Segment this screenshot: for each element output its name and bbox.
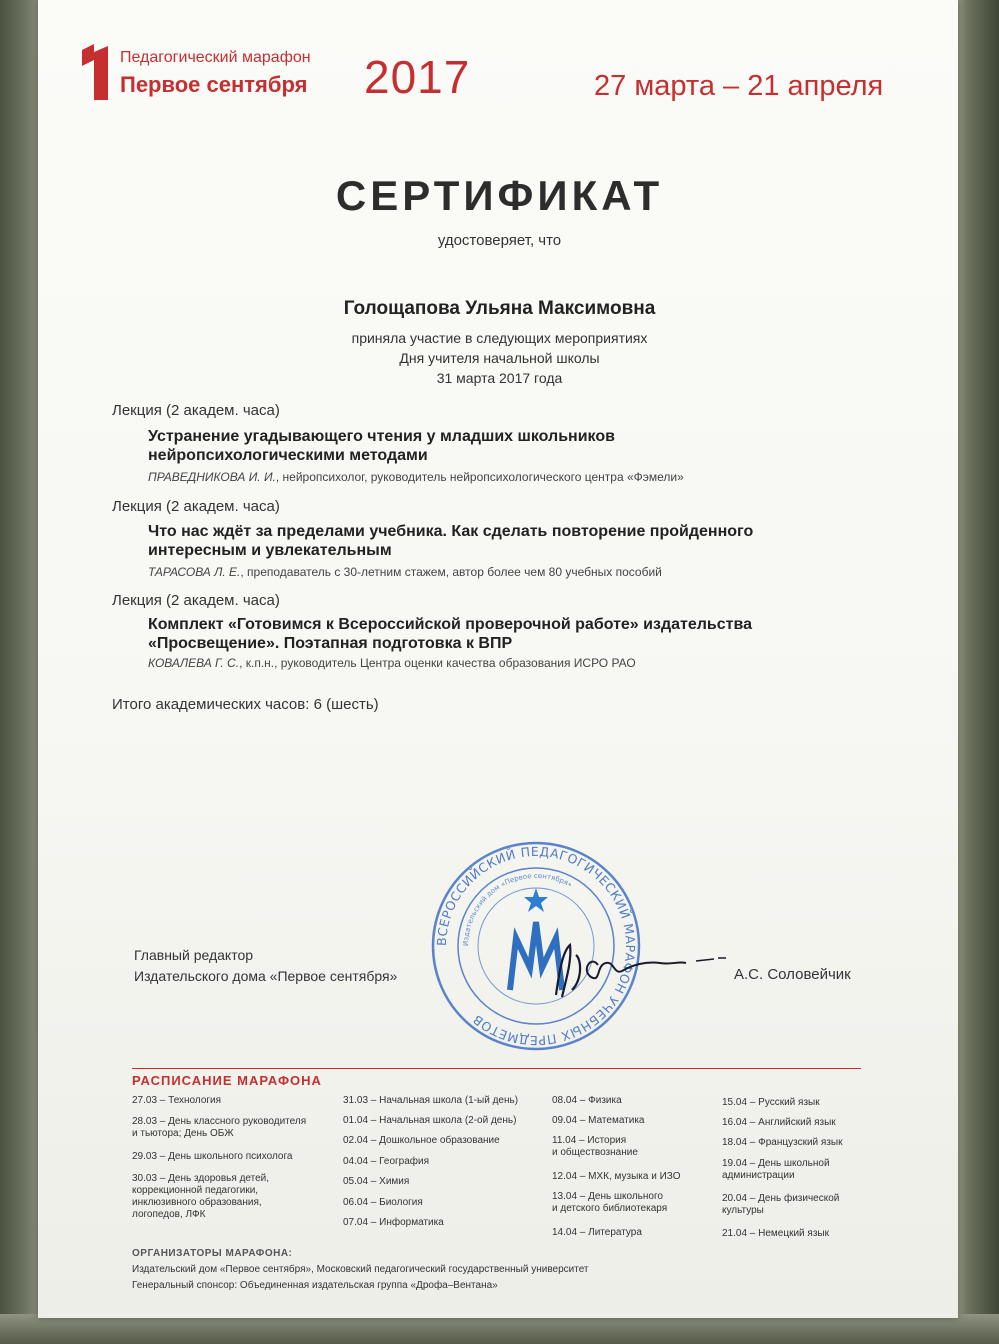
schedule-item: 09.04 – Математика: [552, 1115, 645, 1126]
organizers-title: ОРГАНИЗАТОРЫ МАРАФОНА:: [132, 1248, 293, 1259]
certifies-text: удостоверяет, что: [437, 232, 562, 249]
svg-text:ВСЕРОССИЙСКИЙ ПЕДАГОГИЧЕСКИЙ М: ВСЕРОССИЙСКИЙ ПЕДАГОГИЧЕСКИЙ МАРАФОН УЧЕБНЫХ ПРЕДМЕТОВ: [433, 843, 639, 1049]
schedule-item: администрации: [722, 1170, 795, 1181]
schedule-item: и тьютора; День ОБЖ: [132, 1128, 234, 1139]
participation-date: 31 марта 2017 года: [436, 370, 563, 386]
schedule-item: 12.04 – МХК, музыка и ИЗО: [552, 1171, 681, 1182]
marathon-label: Педагогический марафон: [120, 49, 311, 66]
recipient-name: Голощапова Ульяна Максимовна: [343, 298, 656, 319]
schedule-item: 31.03 – Начальная школа (1-ый день): [343, 1095, 519, 1106]
schedule-item: 13.04 – День школьного: [552, 1191, 663, 1202]
participation-line: Дня учителя начальной школы: [399, 350, 600, 366]
schedule-item: 27.03 – Технология: [132, 1095, 222, 1106]
schedule-item: инклюзивного образования,: [132, 1197, 262, 1208]
org-name: Первое сентября: [120, 72, 308, 97]
schedule-item: 02.04 – Дошкольное образование: [343, 1135, 500, 1146]
handwritten-signature: [536, 925, 736, 1005]
schedule-item: культуры: [722, 1205, 764, 1216]
lecture-title: Комплект «Готовимся к Всероссийской проверочной работе» издательства «Просвещение». Поэтапная подготовка к ВПР: [148, 616, 752, 652]
schedule-item: 04.04 – География: [343, 1156, 430, 1167]
certificate-title: СЕРТИФИКАТ: [335, 172, 664, 219]
schedule-item: 29.03 – День школьного психолога: [132, 1151, 293, 1162]
signer-name: А.С. Соловейчик: [734, 966, 851, 983]
schedule-item: логопедов, ЛФК: [132, 1209, 206, 1220]
lecture-author: КОВАЛЕВА Г. С., к.п.н., руководитель Центра оценки качества образования ИСРО РАО: [148, 656, 636, 670]
schedule-item: и детского библиотекаря: [552, 1203, 668, 1214]
schedule-item: 15.04 – Русский язык: [722, 1097, 820, 1108]
lecture-title: Что нас ждёт за пределами учебника. Как сделать повторение пройденного интересным и увлекательным: [148, 523, 754, 559]
lecture-title: Устранение угадывающего чтения у младших школьников нейропсихологическими методами: [148, 428, 615, 464]
participation-line: приняла участие в следующих мероприятиях: [351, 330, 648, 346]
schedule-item: 11.04 – История: [552, 1135, 627, 1146]
schedule-item: и обществознание: [552, 1147, 638, 1158]
schedule-title: РАСПИСАНИЕ МАРАФОНА: [132, 1073, 322, 1088]
schedule-item: 01.04 – Начальная школа (2-ой день): [343, 1115, 517, 1126]
logo-one-icon: [82, 44, 108, 100]
schedule-item: 14.04 – Литература: [552, 1227, 642, 1238]
signer-role: Главный редактор Издательского дома «Первое сентября»: [134, 947, 398, 984]
total-hours: Итого академических часов: 6 (шесть): [112, 696, 379, 713]
schedule-item: 19.04 – День школьной: [722, 1158, 830, 1169]
organizers-text: Издательский дом «Первое сентября», Московский педагогический государственный университет: [132, 1264, 589, 1275]
lecture-author: ПРАВЕДНИКОВА И. И., нейропсихолог, руководитель нейропсихологического центра «Фэмели»: [148, 470, 684, 484]
schedule-item: 06.04 – Биология: [343, 1197, 423, 1208]
schedule-item: 30.03 – День здоровья детей,: [132, 1173, 270, 1184]
lecture-author: ТАРАСОВА Л. Е., преподаватель с 30-летним стажем, автор более чем 80 учебных пособий: [148, 565, 662, 579]
sponsor-text: Генеральный спонсор: Объединенная издательская группа «Дрофа–Вентана»: [132, 1280, 498, 1291]
lecture-type: Лекция (2 академ. часа): [112, 402, 280, 419]
lecture-type: Лекция (2 академ. часа): [112, 498, 280, 515]
background-bottom: [0, 1314, 999, 1344]
lecture-type: Лекция (2 академ. часа): [112, 592, 280, 609]
svg-text:Издательский дом «Первое сентя: Издательский дом «Первое сентября»: [461, 871, 574, 947]
schedule-item: 07.04 – Информатика: [343, 1217, 444, 1228]
schedule-item: 16.04 – Английский язык: [722, 1117, 836, 1128]
schedule-item: 21.04 – Немецкий язык: [722, 1228, 829, 1239]
marathon-dates: 27 марта – 21 апреля: [594, 70, 884, 102]
schedule-item: 20.04 – День физической: [722, 1193, 840, 1204]
schedule-divider: [132, 1068, 861, 1069]
schedule-item: 18.04 – Французский язык: [722, 1137, 843, 1148]
schedule-item: 28.03 – День классного руководителя: [132, 1116, 307, 1127]
marathon-year: 2017: [364, 51, 471, 103]
schedule-item: 08.04 – Физика: [552, 1095, 622, 1106]
schedule-item: коррекционной педагогики,: [132, 1185, 259, 1196]
schedule-item: 05.04 – Химия: [343, 1176, 410, 1187]
